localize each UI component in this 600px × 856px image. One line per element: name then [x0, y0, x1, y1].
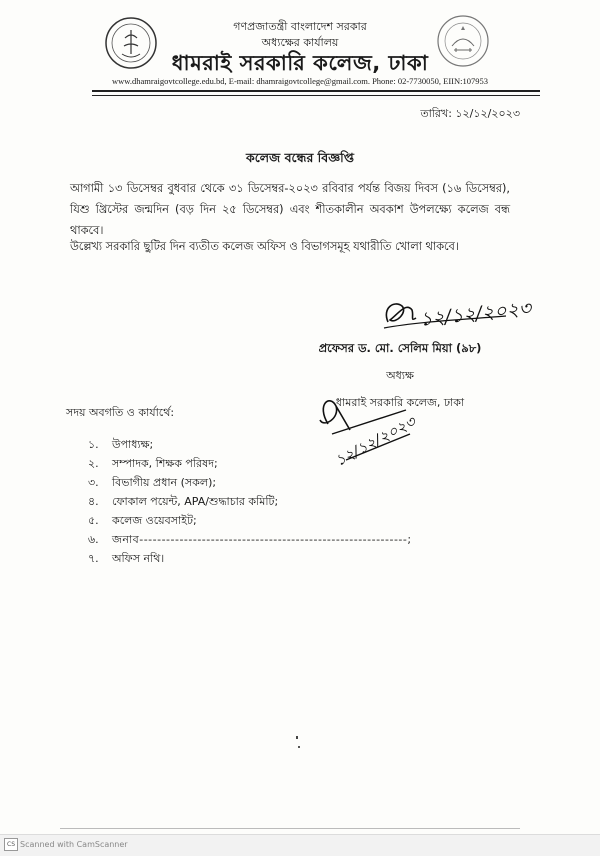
signatory-name: প্রফেসর ড. মো. সেলিম মিয়া (৯৮)	[318, 341, 482, 355]
second-signature-date: ১২/১২/২০২৩	[332, 412, 419, 470]
list-item: ১. উপাধ্যক্ষ;	[88, 438, 154, 451]
camscanner-icon: CS	[4, 838, 18, 851]
college-name-heading: ধামরাই সরকারি কলেজ, ঢাকা	[171, 51, 429, 75]
bottom-cut-line	[60, 828, 520, 829]
signatory-college: ধামরাই সরকারি কলেজ, ঢাকা	[335, 396, 465, 409]
list-item: ৫. কলেজ ওয়েবসাইট;	[88, 514, 197, 527]
government-line: গণপ্রজাতন্ত্রী বাংলাদেশ সরকার	[233, 20, 367, 33]
principal-signature-date: ১২/১২/২০২৩	[418, 297, 533, 331]
contact-line: www.dhamraigovtcollege.edu.bd, E-mail: dhamraigovtcollege@gmail.com. Phone: 02-7730050, EIIN:107953	[112, 76, 488, 86]
header-rule-thick	[92, 90, 540, 92]
list-item: ৬. জনাব------------------------------------------------------------;	[88, 533, 412, 546]
notice-date: তারিখ: ১২/১২/২০২৩	[420, 107, 520, 120]
notice-paragraph-1: আগামী ১৩ ডিসেম্বর বুধবার থেকে ৩১ ডিসেম্বর-২০২৩ রবিবার পর্যন্ত বিজয় দিবস (১৬ ডিসেম্বর), যিশু খ্রিস্টের জন্মদিন (বড় দিন ২৫ ডিসেম্বর) এবং শীতকালীন অবকাশ উপলক্ষ্যে কলেজ বন্ধ থাকবে।	[70, 182, 510, 237]
scan-speck	[298, 746, 300, 748]
scanner-footer-text: Scanned with CamScanner	[20, 840, 128, 849]
signatory-designation: অধ্যক্ষ	[386, 369, 414, 382]
distribution-heading: সদয় অবগতি ও কার্যার্থে:	[66, 406, 175, 419]
header-rule-thin	[92, 95, 540, 96]
distribution-list	[88, 436, 412, 569]
scan-speck	[296, 736, 298, 739]
notice-paragraph-2: উল্লেখ্য সরকারি ছুটির দিন ব্যতীত কলেজ অফিস ও বিভাগসমূহ যথারীতি খোলা থাকবে।	[70, 240, 459, 253]
list-item: ৩. বিভাগীয় প্রধান (সকল);	[88, 476, 217, 489]
list-item: ৪. ফোকাল পয়েন্ট, APA/শুদ্ধাচার কমিটি;	[88, 495, 279, 508]
list-item: ৭. অফিস নথি।	[88, 552, 165, 565]
list-item: ২. সম্পাদক, শিক্ষক পরিষদ;	[88, 457, 218, 470]
notice-title: কলেজ বন্ধের বিজ্ঞপ্তি	[245, 150, 355, 165]
office-line: অধ্যক্ষের কার্যালয়	[261, 36, 339, 49]
